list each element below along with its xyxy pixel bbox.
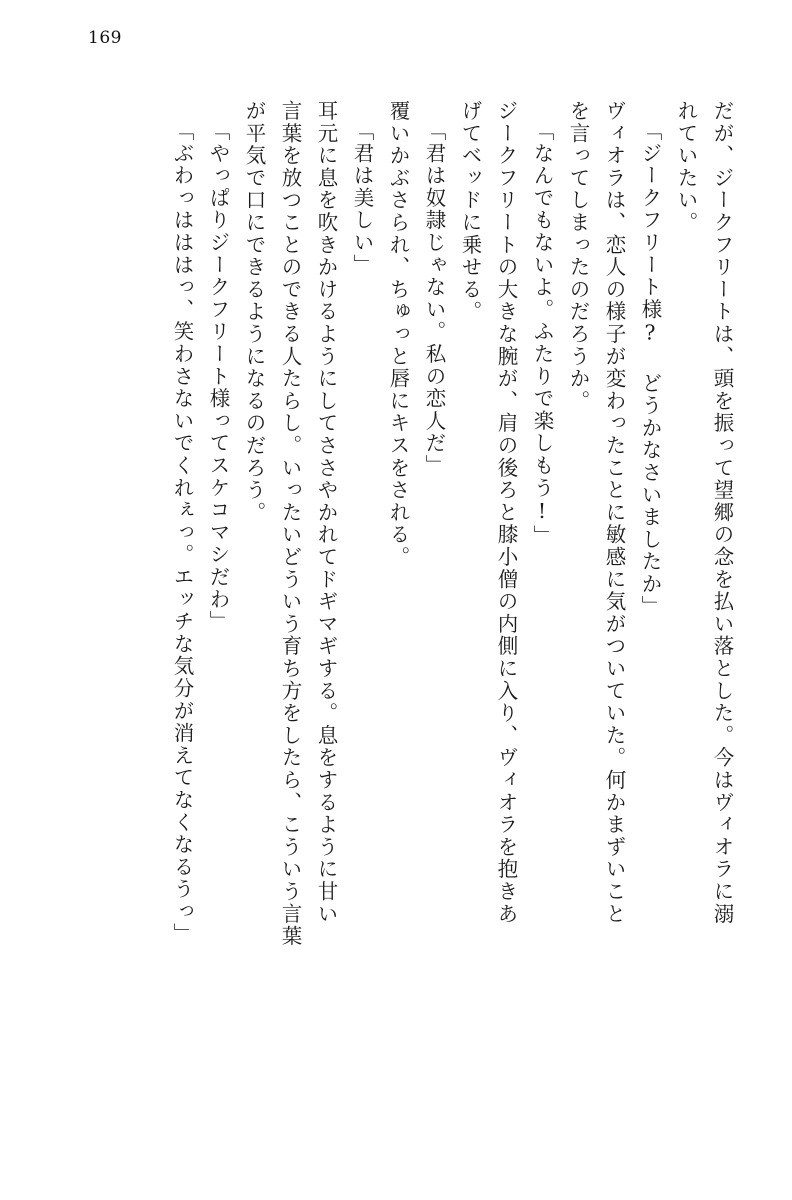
text-line: 「ジークフリート様? どうかなさいましたか」 — [638, 120, 662, 618]
text-line: ヴィオラは、恋人の様子が変わったことに敏感に気がついていた。何かまずいこと — [602, 100, 626, 926]
vertical-text-block — [56, 100, 732, 1130]
text-line: 「なんでもないよ。ふたりで楽しもう!」 — [530, 120, 554, 548]
text-line: げてベッドに乗せる。 — [458, 100, 482, 323]
text-line: が平気で口にできるようになるのだろう。 — [242, 100, 266, 524]
text-line: 「やっぱりジークフリート様ってスケコマシだわ」 — [206, 120, 230, 633]
text-line: だが、ジークフリートは、頭を振って望郷の念を払い落とした。今はヴィオラに溺 — [710, 100, 734, 926]
text-line: 「君は奴隷じゃない。私の恋人だ」 — [422, 120, 446, 477]
text-line: 耳元に息を吹きかけるようにしてささやかれてドギマギする。息をするように甘い — [314, 100, 338, 926]
text-line: れていたい。 — [674, 100, 698, 234]
page-number: 169 — [88, 28, 122, 48]
text-line: 「ぶわっはははっ、笑わさないでくれぇっ。エッチな気分が消えてなくなるうっ」 — [170, 120, 194, 946]
text-line: を言ってしまったのだろうか。 — [566, 100, 590, 413]
text-line: ジークフリートの大きな腕が、肩の後ろと膝小僧の内側に入り、ヴィオラを抱きあ — [494, 100, 518, 926]
text-line: 「君は美しい」 — [350, 120, 374, 277]
text-line: 言葉を放つことのできる人たらし。いったいどういう育ち方をしたら、こういう言葉 — [278, 100, 302, 948]
text-line: 覆いかぶさられ、ちゅっと唇にキスをされる。 — [386, 100, 410, 569]
